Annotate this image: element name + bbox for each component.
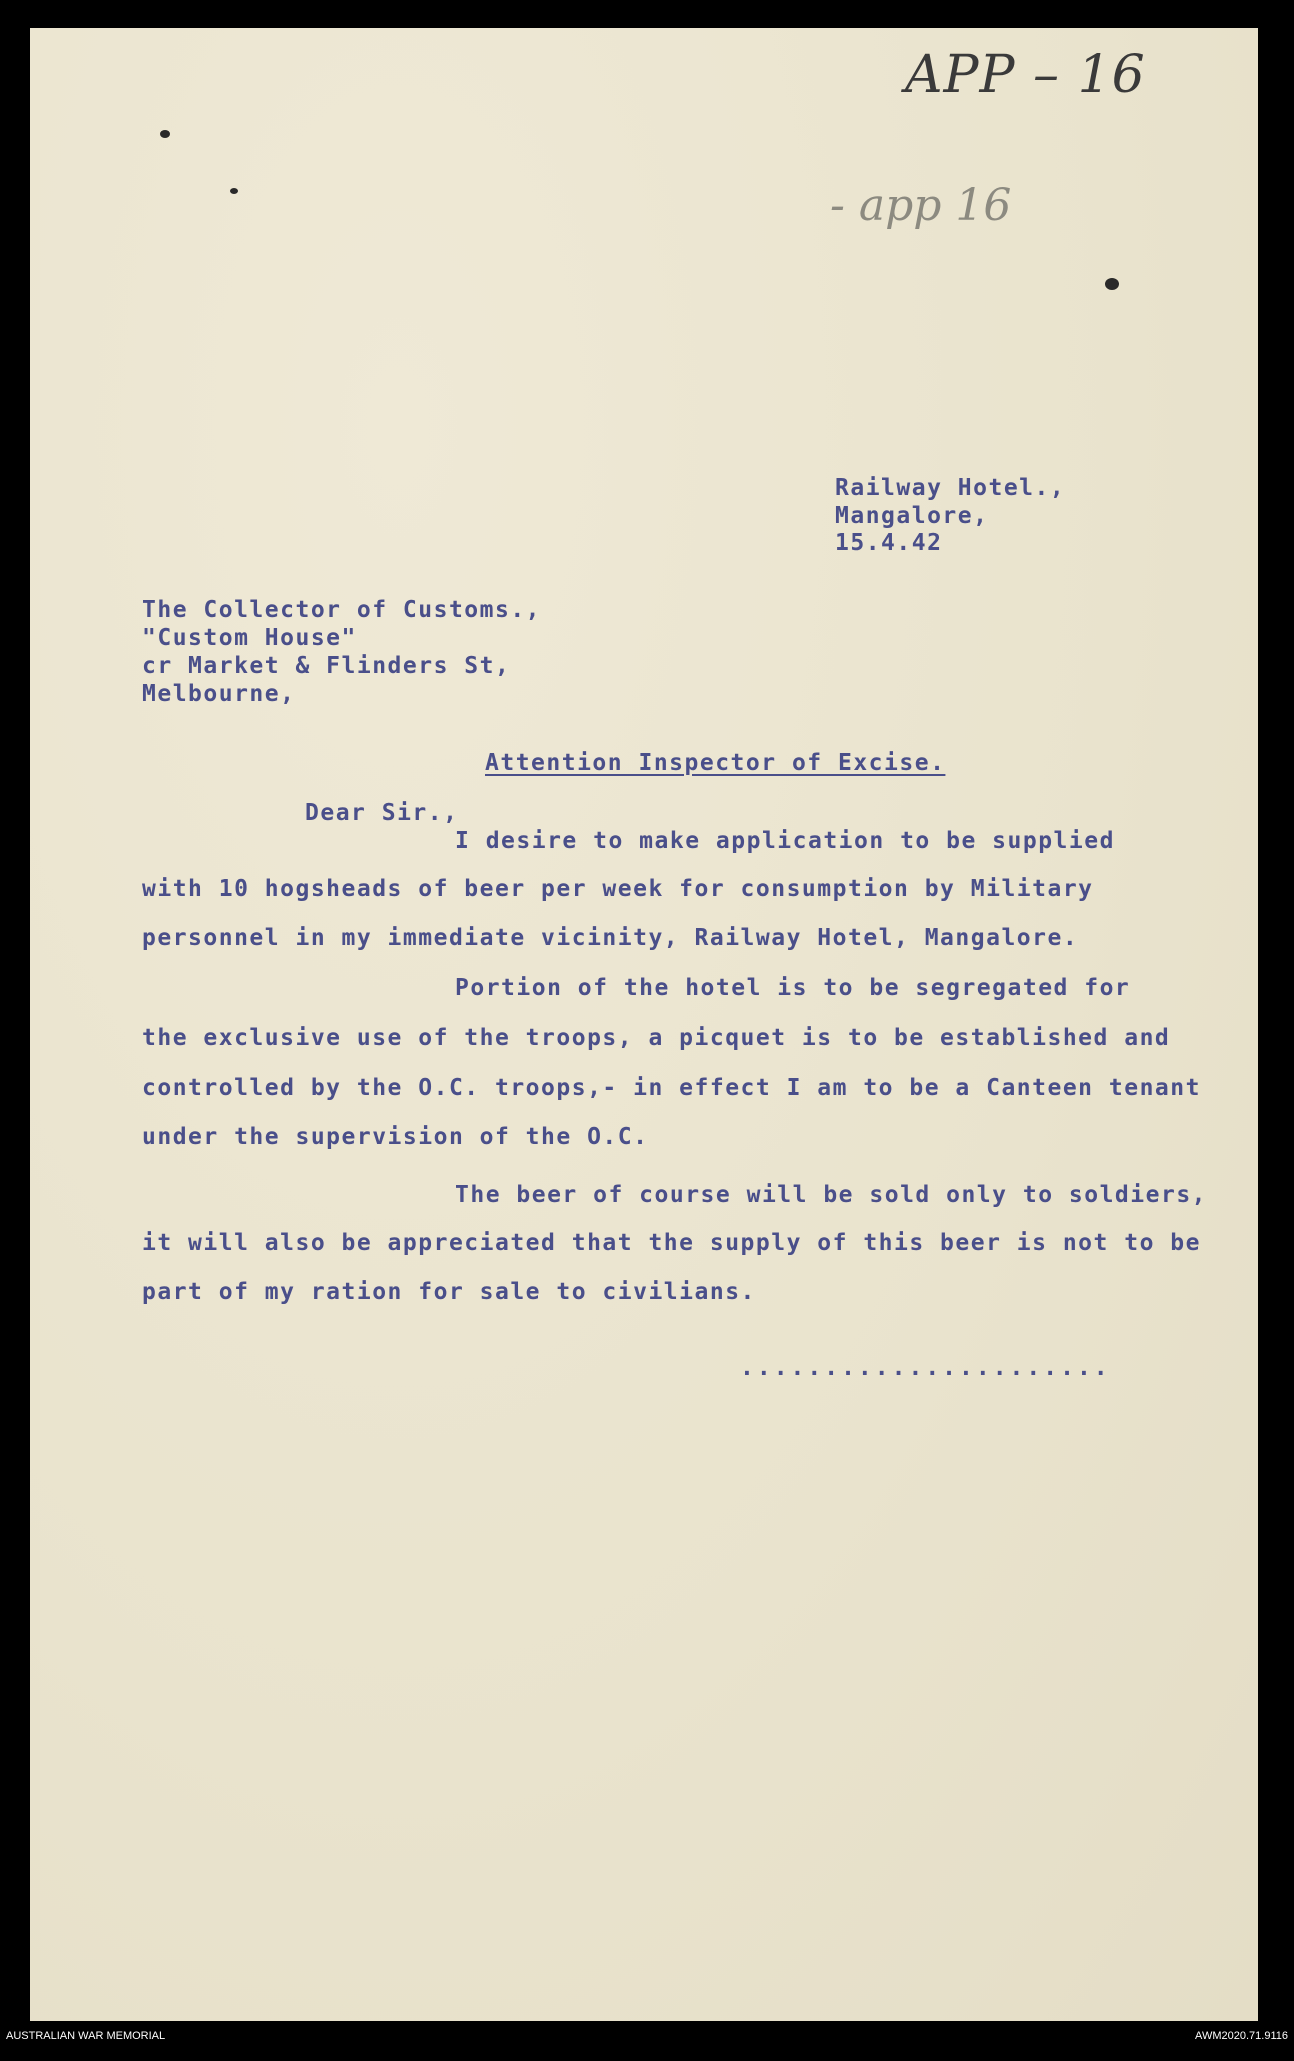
body-line: I desire to make application to be supplied — [455, 828, 1115, 854]
body-line: it will also be appreciated that the supply of this beer is not to be — [142, 1230, 1201, 1256]
letter-date: 15.4.42 — [835, 530, 943, 556]
body-line: under the supervision of the O.C. — [142, 1124, 649, 1150]
body-line: The beer of course will be sold only to soldiers, — [455, 1182, 1208, 1208]
body-line: controlled by the O.C. troops,- in effect I am to be a Canteen tenant — [142, 1075, 1201, 1101]
body-line: personnel in my immediate vicinity, Railway Hotel, Mangalore. — [142, 925, 1079, 951]
recipient-line: Melbourne, — [142, 681, 296, 707]
footer-accession-number: AWM2020.71.9116 — [1195, 2030, 1288, 2042]
body-line: Portion of the hotel is to be segregated for — [455, 975, 1131, 1001]
punch-hole — [160, 130, 170, 138]
recipient-line: The Collector of Customs., — [142, 597, 542, 623]
signature-dotted-line: ...................... — [740, 1355, 1111, 1381]
sender-address-line: Mangalore, — [835, 503, 989, 529]
body-line: part of my ration for sale to civilians. — [142, 1279, 756, 1305]
sender-address-line: Railway Hotel., — [835, 475, 1066, 501]
punch-hole — [230, 188, 238, 194]
punch-hole — [1105, 278, 1119, 290]
recipient-line: "Custom House" — [142, 625, 357, 651]
salutation: Dear Sir., — [305, 800, 459, 826]
body-line: with 10 hogsheads of beer per week for consumption by Military — [142, 876, 1094, 902]
footer-credit: AUSTRALIAN WAR MEMORIAL — [6, 2030, 166, 2042]
recipient-line: cr Market & Flinders St, — [142, 653, 511, 679]
handwritten-annotation: APP – 16 — [905, 45, 1146, 105]
faint-annotation: - app 16 — [830, 180, 1012, 231]
body-line: the exclusive use of the troops, a picquet is to be established and — [142, 1025, 1171, 1051]
attention-line: Attention Inspector of Excise. — [485, 750, 946, 776]
